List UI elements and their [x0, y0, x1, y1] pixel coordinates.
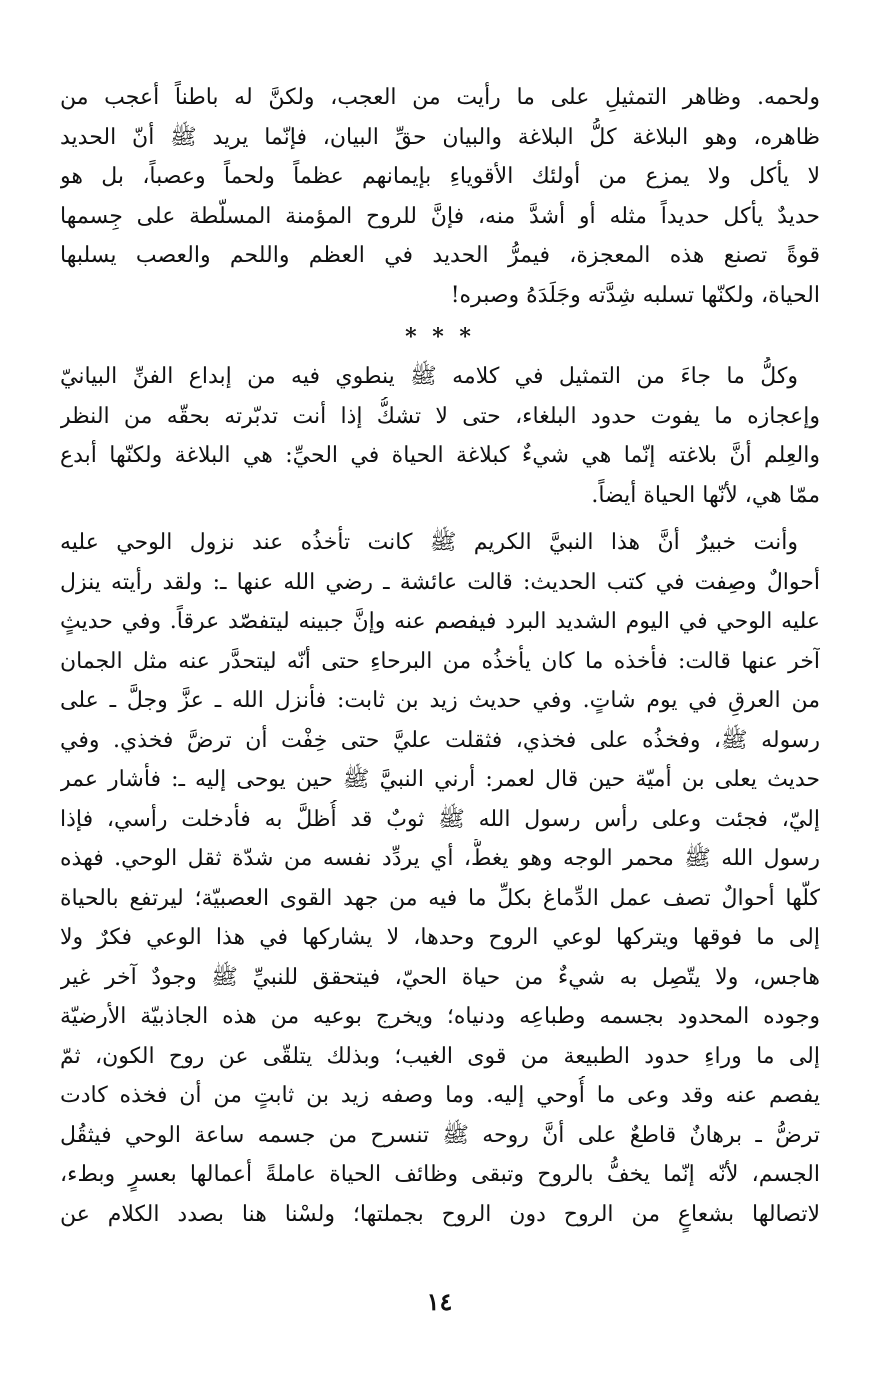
text-line: وأنت خبيرٌ أنَّ هذا النبيَّ الكريم ﷺ كانت تأخذُه عند نزول الوحي عليه — [60, 530, 798, 555]
text-line: رسوله ﷺ، وفخذُه على فخذي، فثقلت عليَّ حتى خِفْت أن ترضَّ فخذي. وفي — [60, 727, 820, 753]
page-body — [60, 78, 820, 1234]
text-line: إلى ما فوقها ويتركها لوعي الروح وحدها، لا يشاركها في هذا الوعي فكرٌ ولا — [60, 925, 820, 950]
text-line: لاتصالها بشعاعٍ من الروح دون الروح بجملتها؛ ولسْنا هنا بصدد الكلام عن — [60, 1201, 820, 1227]
text-line: حديدٌ يأكل حديداً مثله أو أشدَّ منه، فإنَّ للروح المؤمنة المسلّطة على جِسمها — [60, 203, 820, 229]
paragraph-gap — [60, 515, 820, 523]
text-line: إليّ، فجئت وعلى رأس رسول الله ﷺ ثوبٌ قد أُظلَّ به فأدخلت رأسي، فإذا — [60, 806, 820, 832]
paragraph-1 — [60, 78, 820, 315]
text-line: ولحمه. وظاهر التمثيلِ على ما رأيت من العجب، ولكنَّ له باطناً أعجب من — [60, 85, 820, 110]
text-line: الحياة، ولكنّها تسلبه شِدَّته وجَلَدَهُ وصبره! — [450, 282, 820, 308]
text-line: كلّها أحوالٌ تصف عمل الدِّماغ بكلِّ ما فيه من جهد القوى العصبيّة؛ ليرتفع بالحياة — [60, 885, 820, 911]
page-number: ١٤ — [426, 1287, 453, 1316]
text-line: لا يأكل ولا يمزع من أولئك الأقوياءِ بإيمانهم عظماً ولحماً وعصباً، بل هو — [60, 164, 820, 189]
text-line: وجوده المحدود بجسمه وطباعِه ودنياه؛ ويخرج بوعيه من هذه الجاذبيّة الأرضيّة — [60, 1004, 820, 1029]
text-line: وكلُّ ما جاءَ من التمثيل في كلامه ﷺ ينطوي فيه من إبداع الفنِّ البيانيّ — [60, 364, 798, 389]
text-line: آخر عنها قالت: فأخذه ما كان يأخذُه من البرحاءِ حتى أنّه ليتحدَّر عنه مثل الجمان — [60, 648, 820, 674]
text-line: الجسم، لأنّه إنّما يخفُّ بالروح وتبقى وظائف الحياة عاملةً أعمالها بعسرٍ وبطء، — [60, 1162, 820, 1187]
text-line: ظاهره، وهو البلاغة كلُّ البلاغة والبيان حقِّ البيان، فإنّما يريد ﷺ أنّ الحديد — [60, 124, 820, 150]
text-line: أحوالٌ وصِفت في كتب الحديث: قالت عائشة ـ رضي الله عنها ـ: ولقد رأيته ينزل — [60, 569, 820, 595]
paragraph-3 — [60, 523, 820, 1234]
text-line: إلى ما وراءِ حدود الطبيعة من قوى الغيب؛ وبذلك يتلقّى عن روح الكون، ثمّ — [60, 1043, 820, 1069]
section-divider: * * * — [405, 324, 475, 350]
text-line: ممّا هي، لأنّها الحياة أيضاً. — [591, 482, 820, 508]
text-line: والعِلم أنَّ بلاغته إنّما هي شيءٌ كبلاغة الحياة في الحيِّ: هي البلاغة ولكنّها أبدع — [60, 443, 820, 468]
text-line: يفصم عنه وقد وعى ما أُوحي إليه. وما وصفه زيد بن ثابتٍ من أن فخذه كادت — [60, 1083, 820, 1108]
text-line: قوةً تصنع هذه المعجزة، فيمرُّ الحديد في العظم واللحم والعصب يسلبها — [60, 243, 820, 268]
paragraph-2 — [60, 357, 820, 515]
text-line: وإعجازه ما يفوت حدود البلغاء، حتى لا تشكُّ إذا أنت تدبّرته بحقّه من النظر — [60, 403, 820, 429]
text-line: هاجس، ولا يتّصِل به شيءٌ من حياة الحيّ، فيتحقق للنبيِّ ﷺ وجودٌ آخر غير — [60, 964, 820, 990]
text-line: عليه الوحي في اليوم الشديد البرد فيفصم عنه وإنَّ جبينه ليتفصّد عرقاً. وفي حديثٍ — [60, 609, 820, 634]
text-line: من العرقِ في يوم شاتٍ. وفي حديث زيد بن ثابت: فأنزل الله ـ عزَّ وجلَّ ـ على — [60, 688, 820, 713]
text-line: ترضُّ ـ برهانٌ قاطعٌ على أنَّ روحه ﷺ تنسرح من جسمه ساعة الوحي فيثقُل — [60, 1122, 820, 1148]
text-line: حديث يعلى بن أميّة حين قال لعمر: أرني النبيَّ ﷺ حين يوحى إليه ـ: فأشار عمر — [60, 767, 820, 792]
text-line: رسول الله ﷺ محمر الوجه وهو يغطُّ، أي يردِّد نفسه من شدّة ثقل الوحي. فهذه — [60, 846, 820, 871]
